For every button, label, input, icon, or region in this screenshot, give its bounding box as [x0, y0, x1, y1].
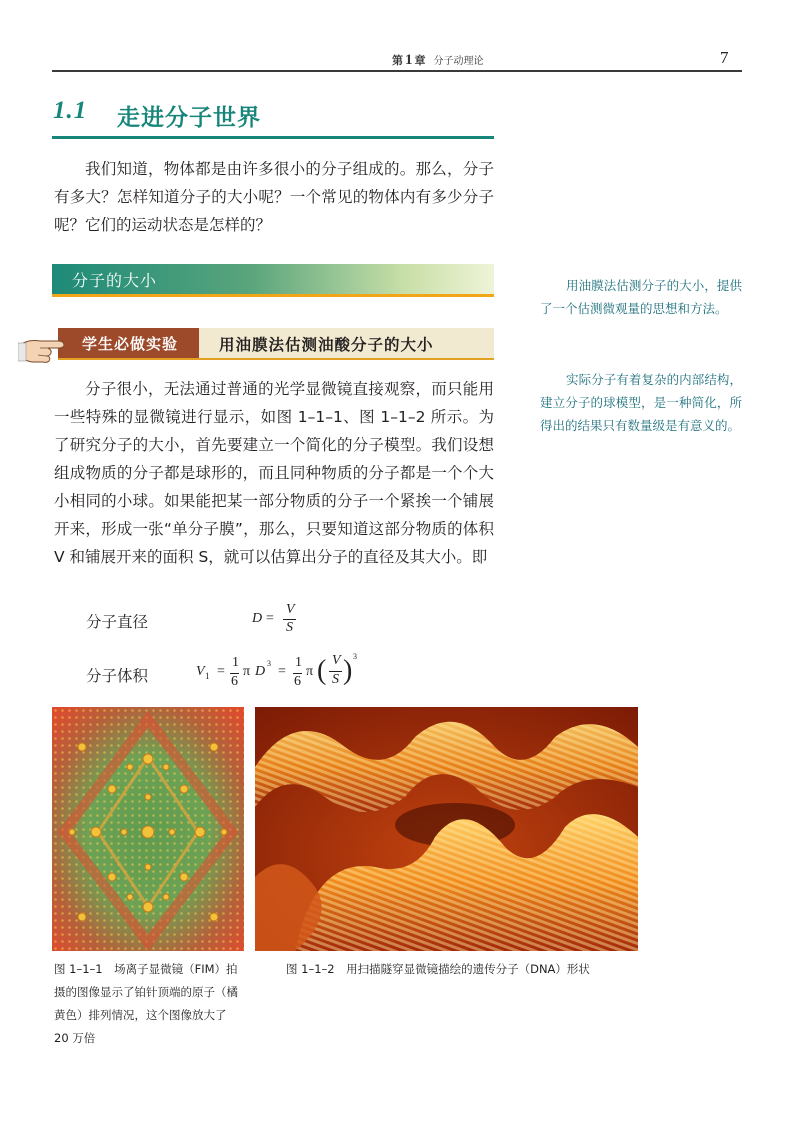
experiment-title: 用油膜法估测油酸分子的大小 [219, 336, 434, 354]
diameter-label: 分子直径 [86, 613, 149, 631]
formula-S2: S [332, 672, 339, 687]
formula-one-b: 1 [295, 655, 302, 670]
formula-subscript: 1 [205, 671, 210, 681]
fim-platinum-atoms-image [52, 707, 244, 951]
header-divider [52, 70, 742, 72]
subsection-divider [52, 294, 494, 297]
formula-one-a: 1 [232, 655, 239, 670]
formula-D: D [252, 611, 263, 626]
volume-formula [194, 652, 364, 696]
formula-cube-b: 3 [353, 652, 357, 661]
formula-cube-a: 3 [267, 659, 271, 668]
side-note-1: 用油膜法估测分子的大小，提供了一个估测微观量的思想和方法。 [540, 278, 742, 316]
section-number: 1.1 [53, 97, 88, 124]
subsection-title: 分子的大小 [72, 271, 158, 290]
diameter-formula [252, 602, 312, 642]
formula-pi-a: π [243, 664, 251, 679]
pointing-hand-icon [18, 331, 68, 367]
chapter-number: 1 [405, 52, 413, 68]
figure-2-caption: 图 1–1–2 用扫描隧穿显微镜描绘的遗传分子（DNA）形状 [286, 962, 590, 976]
chapter-prefix: 第 [392, 54, 403, 67]
formula-V2: V [332, 653, 341, 668]
formula-V1: V [196, 664, 205, 679]
experiment-tag: 学生必做实验 [82, 335, 179, 353]
formula-eq2: = [278, 664, 286, 679]
intro-paragraph: 我们知道，物体都是由许多很小的分子组成的。那么，分子有多大？怎样知道分子的大小呢？一个常见的物体内有多少分子呢？它们的运动状态是怎样的？ [54, 160, 494, 234]
section-title: 走进分子世界 [117, 105, 261, 131]
page-number: 7 [720, 48, 729, 67]
side-note-2: 实际分子有着复杂的内部结构，建立分子的球模型，是一种简化，所得出的结果只有数量级是有意义的。 [540, 372, 742, 433]
section-divider [52, 136, 494, 139]
volume-label: 分子体积 [86, 667, 149, 685]
formula-pi-b: π [306, 664, 314, 679]
formula-eq: = [266, 611, 274, 626]
chapter-title: 分子动理论 [433, 56, 484, 67]
paren-left: ( [317, 655, 327, 686]
formula-six-b: 6 [294, 674, 301, 689]
formula-S: S [286, 620, 293, 635]
formula-D2: D [255, 664, 266, 679]
figure-1-caption: 图 1–1–1 场离子显微镜（FIM）拍摄的图像显示了铂针顶端的原子（橘黄色）排列情况，这个图像放大了 20 万倍 [54, 962, 238, 1045]
formula-six-a: 6 [231, 674, 238, 689]
formula-eq1: = [217, 664, 225, 679]
formula-V: V [286, 602, 295, 617]
experiment-divider [58, 358, 494, 360]
chapter-suffix: 章 [414, 54, 426, 67]
paren-right: ) [343, 655, 353, 686]
body-paragraph: 分子很小，无法通过普通的光学显微镜直接观察，而只能用一些特殊的显微镜进行显示，如图 1–1–1、图 1–1–2 所示。为了研究分子的大小，首先要建立一个简化的分子模型。我们设想组成物质的分子都是球形的，而且同种物质的分子都是一个个大小相同的小球。如果能把某一部分物质的分子一个紧挨一个铺展开来，形成一张“单分子膜”，那么，只要知道这部分物质的体积 V 和铺展开来的面积 S，就可以估算出分子的直径及其大小。即 [54, 380, 494, 566]
stm-dna-surface-image [255, 707, 638, 951]
running-header [392, 52, 484, 69]
